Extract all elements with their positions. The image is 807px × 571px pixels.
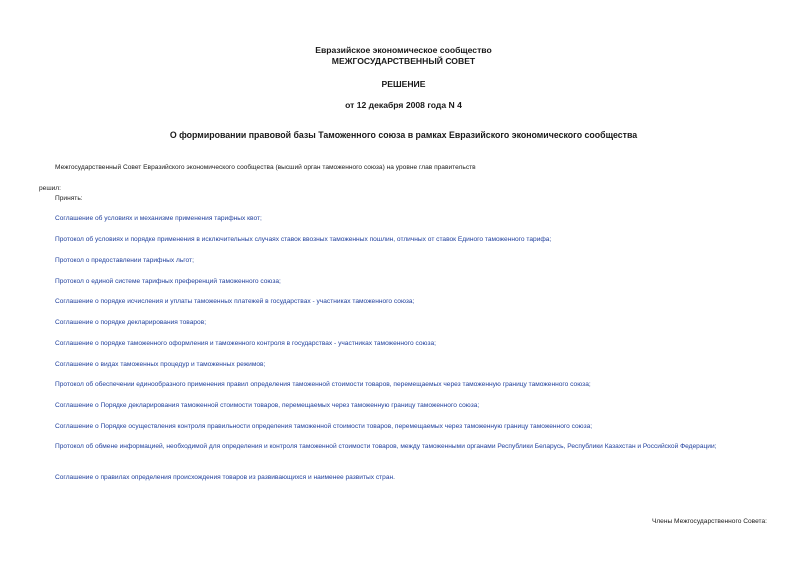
doc-link-customs-value-rules[interactable]: Протокол об обеспечении единообразного применения правил определения таможенной стоимости товаров, перемещаемых через таможенную границу таможенного союза; (55, 381, 591, 388)
accept-label: Принять: (55, 195, 83, 202)
doc-type: РЕШЕНИЕ (381, 79, 426, 89)
intro-paragraph: Межгосударственный Совет Евразийского экономического сообщества (высший орган таможенного союза) на уровне глав правительств (55, 164, 476, 171)
doc-link-customs-procedures[interactable]: Соглашение о видах таможенных процедур и таможенных режимов; (55, 361, 266, 368)
doc-link-import-duty-rates[interactable]: Протокол об условиях и порядке применения в исключительных случаях ставок ввозных таможенных пошлин, отличных от ставок Единого таможенного тарифа; (55, 236, 552, 243)
doc-title: О формировании правовой базы Таможенного союза в рамках Евразийского экономического сообщества (169, 130, 638, 140)
doc-link-customs-value-control[interactable]: Соглашение о Порядке осуществления контроля правильности определения таможенной стоимости товаров, перемещаемых через таможенную границу таможенного союза; (55, 423, 593, 430)
doc-link-goods-declaration[interactable]: Соглашение о порядке декларирования товаров; (55, 319, 207, 326)
council-name: МЕЖГОСУДАРСТВЕННЫЙ СОВЕТ (331, 56, 476, 66)
doc-link-tariff-preferences[interactable]: Протокол о единой системе тарифных преференций таможенного союза; (55, 278, 281, 285)
doc-link-customs-value-declaration[interactable]: Соглашение о Порядке декларирования таможенной стоимости товаров, перемещаемых через таможенную границу таможенного союза; (55, 402, 480, 409)
doc-link-origin-rules[interactable]: Соглашение о правилах определения происхождения товаров из развивающихся и наименее развитых стран. (55, 474, 395, 481)
doc-link-customs-payments[interactable]: Соглашение о порядке исчисления и уплаты таможенных платежей в государствах - участниках таможенного союза; (55, 298, 415, 305)
decided-label: решил: (39, 185, 61, 192)
doc-link-information-exchange[interactable]: Протокол об обмене информацией, необходимой для определения и контроля таможенной стоимости товаров, между таможенными органами Республики Беларусь, Республики Казахстан и Российской Федерации; (55, 443, 717, 450)
doc-date: от 12 декабря 2008 года N 4 (345, 100, 462, 110)
doc-link-customs-clearance[interactable]: Соглашение о порядке таможенного оформления и таможенного контроля в государствах - участниках таможенного союза; (55, 340, 436, 347)
doc-link-tariff-quotas[interactable]: Соглашение об условиях и механизме применения тарифных квот; (55, 215, 262, 222)
signature-label: Члены Межгосударственного Совета: (651, 518, 767, 525)
org-name: Евразийское экономическое сообщество (315, 45, 492, 55)
doc-link-tariff-benefits[interactable]: Протокол о предоставлении тарифных льгот; (55, 257, 194, 264)
